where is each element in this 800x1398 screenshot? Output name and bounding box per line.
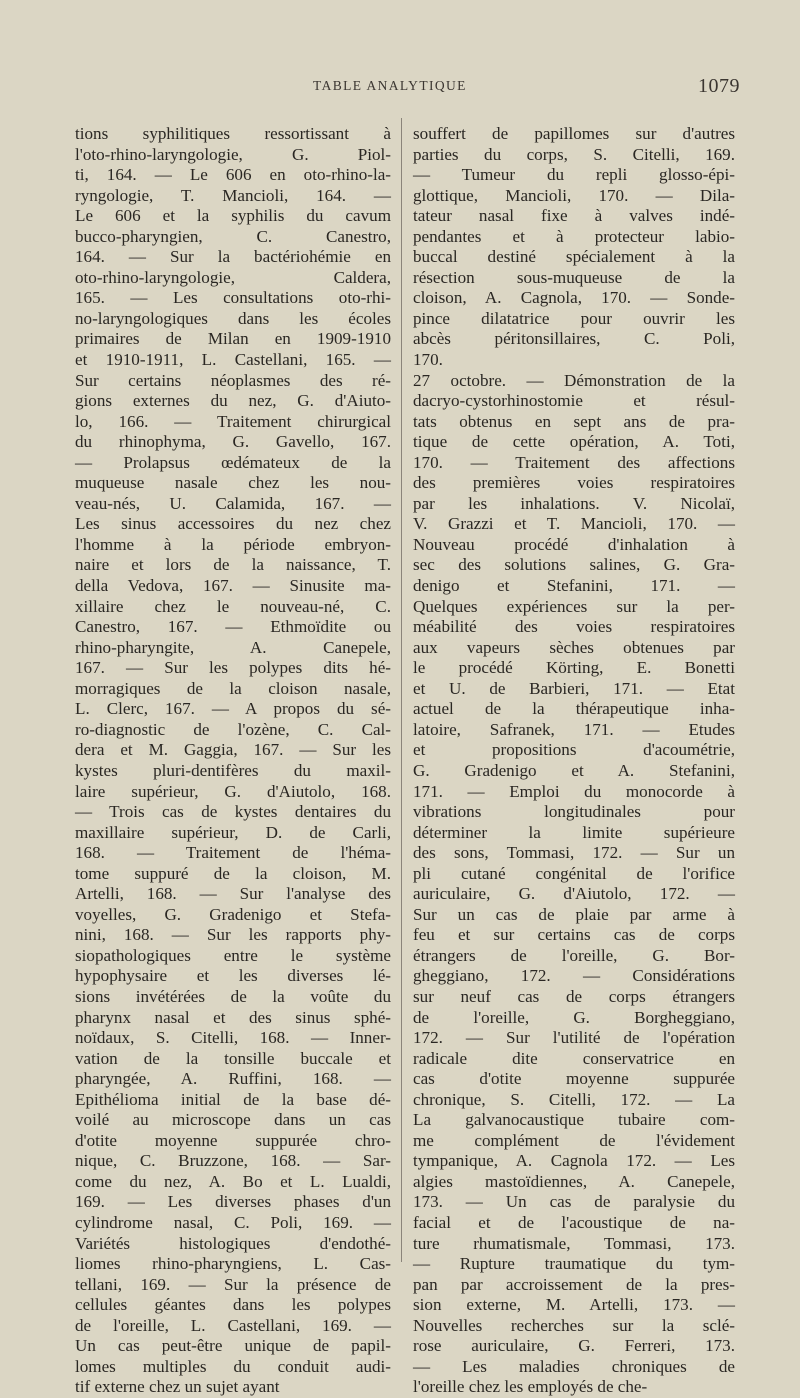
text-line: voyelles, G. Gradenigo et Stefa-	[75, 904, 391, 924]
text-line: radicale dite conservatrice en	[413, 1048, 735, 1068]
text-line: noïdaux, S. Citelli, 168. — Inner-	[75, 1028, 391, 1048]
text-line: auriculaire, G. d'Aiutolo, 172. —	[413, 884, 735, 904]
text-line: primaires de Milan en 1909-1910	[75, 329, 391, 349]
text-line: résection sous-muqueuse de la	[413, 267, 735, 287]
text-line: feu et sur certains cas de corps	[413, 925, 735, 945]
text-line: dera et M. Gaggia, 167. — Sur les	[75, 740, 391, 760]
text-line: — Prolapsus œdémateux de la	[75, 452, 391, 472]
text-line: La galvanocaustique tubaire com-	[413, 1110, 735, 1130]
text-line: cellules géantes dans les polypes	[75, 1295, 391, 1315]
text-line: rose auriculaire, G. Ferreri, 173.	[413, 1336, 735, 1356]
text-line: Les sinus accessoires du nez chez	[75, 514, 391, 534]
text-line: tif externe chez un sujet ayant	[75, 1377, 280, 1397]
text-line: tats obtenus en sept ans de pra-	[413, 411, 735, 431]
text-line: 172. — Sur l'utilité de l'opération	[413, 1028, 735, 1048]
text-line: chronique, S. Citelli, 172. — La	[413, 1089, 735, 1109]
text-line: et 1910-1911, L. Castellani, 165. —	[75, 350, 391, 370]
text-line: veau-nés, U. Calamida, 167. —	[75, 493, 391, 513]
text-line: siopathologiques entre le système	[75, 945, 391, 965]
text-line: pan par accroissement de la pres-	[413, 1274, 735, 1294]
text-line: tateur nasal fixe à valves indé-	[413, 206, 735, 226]
text-line: liomes rhino-pharyngiens, L. Cas-	[75, 1254, 391, 1274]
text-line: pharyngée, A. Ruffini, 168. —	[75, 1069, 391, 1089]
text-line: maxillaire supérieur, D. de Carli,	[75, 822, 391, 842]
text-line: actuel de la thérapeutique inha-	[413, 699, 735, 719]
text-line: des premières voies respiratoires	[413, 473, 735, 493]
text-line: vibrations longitudinales pour	[413, 802, 735, 822]
text-line: le procédé Körting, E. Bonetti	[413, 658, 735, 678]
text-line: Variétés histologiques d'endothé-	[75, 1233, 391, 1253]
text-line: voilé au microscope dans un cas	[75, 1110, 391, 1130]
text-line: L. Clerc, 167. — A propos du sé-	[75, 699, 391, 719]
text-line: — Les maladies chroniques de	[413, 1356, 735, 1376]
text-line: et propositions d'acoumétrie,	[413, 740, 735, 760]
text-line: nique, C. Bruzzone, 168. — Sar-	[75, 1151, 391, 1171]
text-line: G. Gradenigo et A. Stefanini,	[413, 760, 735, 780]
text-line: — Trois cas de kystes dentaires du	[75, 802, 391, 822]
text-line: naire et lors de la naissance, T.	[75, 555, 391, 575]
left-column	[75, 124, 391, 1398]
text-line: cylindrome nasal, C. Poli, 169. —	[75, 1212, 391, 1232]
text-line: 168. — Traitement de l'héma-	[75, 843, 391, 863]
text-line: nini, 168. — Sur les rapports phy-	[75, 925, 391, 945]
text-line: l'homme à la période embryon-	[75, 534, 391, 554]
text-line: l'oto-rhino-laryngologie, G. Piol-	[75, 144, 391, 164]
text-line: — Tumeur du repli glosso-épi-	[413, 165, 735, 185]
text-line: morragiques de la cloison nasale,	[75, 678, 391, 698]
text-line: algies mastoïdiennes, A. Canepele,	[413, 1171, 735, 1191]
text-line: l'oreille chez les employés de che-	[413, 1377, 648, 1397]
text-line: abcès péritonsillaires, C. Poli,	[413, 329, 735, 349]
text-line: Le 606 et la syphilis du cavum	[75, 206, 391, 226]
text-line: pli cutané congénital de l'orifice	[413, 863, 735, 883]
text-line: no-laryngologiques dans les écoles	[75, 308, 391, 328]
running-head-title: TABLE ANALYTIQUE	[313, 78, 467, 93]
text-line: de l'oreille, L. Castellani, 169. —	[75, 1315, 391, 1335]
text-line: glottique, Mancioli, 170. — Dila-	[413, 185, 735, 205]
text-line: 27 octobre. — Démonstration de la	[413, 370, 735, 390]
text-line: Quelques expériences sur la per-	[413, 596, 735, 616]
text-line: buccal destiné spécialement à la	[413, 247, 735, 267]
text-line: méabilité des voies respiratoires	[413, 617, 735, 637]
text-line: gions externes du nez, G. d'Aiuto-	[75, 391, 391, 411]
text-line: tique de cette opération, A. Toti,	[413, 432, 735, 452]
text-line: 173. — Un cas de paralysie du	[413, 1192, 735, 1212]
text-line: sions invétérées de la voûte du	[75, 986, 391, 1006]
text-line: tions syphilitiques ressortissant à	[75, 124, 391, 143]
text-line: xillaire chez le nouveau-né, C.	[75, 596, 391, 616]
text-line: ti, 164. — Le 606 en oto-rhino-la-	[75, 165, 391, 185]
text-line: Nouvelles recherches sur la sclé-	[413, 1315, 735, 1335]
text-line: ryngologie, T. Mancioli, 164. —	[75, 185, 391, 205]
text-line: della Vedova, 167. — Sinusite ma-	[75, 576, 391, 596]
text-line: sec des solutions salines, G. Gra-	[413, 555, 735, 575]
column-divider	[401, 118, 402, 1262]
text-line: bucco-pharyngien, C. Canestro,	[75, 226, 391, 246]
text-line: me complément de l'évidement	[413, 1130, 735, 1150]
text-line: muqueuse nasale chez les nou-	[75, 473, 391, 493]
running-head	[0, 75, 800, 102]
text-line: 167. — Sur les polypes dits hé-	[75, 658, 391, 678]
text-line: vation de la tonsille buccale et	[75, 1048, 391, 1068]
text-line: rhino-pharyngite, A. Canepele,	[75, 637, 391, 657]
text-line: par les inhalations. V. Nicolaï,	[413, 493, 735, 513]
text-line: — Rupture traumatique du tym-	[413, 1254, 735, 1274]
text-line: parties du corps, S. Citelli, 169.	[413, 144, 735, 164]
text-line: denigo et Stefanini, 171. —	[413, 576, 735, 596]
text-line: tome suppuré de la cloison, M.	[75, 863, 391, 883]
text-line: et U. de Barbieri, 171. — Etat	[413, 678, 735, 698]
text-line: étrangers de l'oreille, G. Bor-	[413, 945, 735, 965]
text-line: gheggiano, 172. — Considérations	[413, 966, 735, 986]
text-line: dacryo-cystorhinostomie et résul-	[413, 391, 735, 411]
right-column	[413, 124, 735, 1398]
text-line: pharynx nasal et des sinus sphé-	[75, 1007, 391, 1027]
text-line: de l'oreille, G. Borgheggiano,	[413, 1007, 735, 1027]
text-line: ture rhumatismale, Tommasi, 173.	[413, 1233, 735, 1253]
text-line: oto-rhino-laryngologie, Caldera,	[75, 267, 391, 287]
text-line: Epithélioma initial de la base dé-	[75, 1089, 391, 1109]
text-line: kystes pluri-dentifères du maxil-	[75, 760, 391, 780]
page-number: 1079	[698, 75, 740, 97]
text-line: 169. — Les diverses phases d'un	[75, 1192, 391, 1212]
text-line: Sur un cas de plaie par arme à	[413, 904, 735, 924]
text-line: pendantes et à protecteur labio-	[413, 226, 735, 246]
text-line: sion externe, M. Artelli, 173. —	[413, 1295, 735, 1315]
text-line: déterminer la limite supérieure	[413, 822, 735, 842]
text-line: 165. — Les consultations oto-rhi-	[75, 288, 391, 308]
text-line: 170.	[413, 350, 443, 370]
text-line: 164. — Sur la bactériohémie en	[75, 247, 391, 267]
text-line: souffert de papillomes sur d'autres	[413, 124, 735, 143]
text-line: ro-diagnostic de l'ozène, C. Cal-	[75, 719, 391, 739]
text-line: cas d'otite moyenne suppurée	[413, 1069, 735, 1089]
text-line: 170. — Traitement des affections	[413, 452, 735, 472]
text-line: du rhinophyma, G. Gavello, 167.	[75, 432, 391, 452]
text-line: laire supérieur, G. d'Aiutolo, 168.	[75, 781, 391, 801]
text-line: latoire, Safranek, 171. — Etudes	[413, 719, 735, 739]
text-line: des sons, Tommasi, 172. — Sur un	[413, 843, 735, 863]
text-line: hypophysaire et les diverses lé-	[75, 966, 391, 986]
text-line: facial et de l'acoustique de na-	[413, 1212, 735, 1232]
text-line: come du nez, A. Bo et L. Lualdi,	[75, 1171, 391, 1191]
text-line: lomes multiples du conduit audi-	[75, 1356, 391, 1376]
text-line: 171. — Emploi du monocorde à	[413, 781, 735, 801]
text-line: Un cas peut-être unique de papil-	[75, 1336, 391, 1356]
text-line: sur neuf cas de corps étrangers	[413, 986, 735, 1006]
text-line: pince dilatatrice pour ouvrir les	[413, 308, 735, 328]
text-line: d'otite moyenne suppurée chro-	[75, 1130, 391, 1150]
text-line: Artelli, 168. — Sur l'analyse des	[75, 884, 391, 904]
text-line: tympanique, A. Cagnola 172. — Les	[413, 1151, 735, 1171]
text-line: Canestro, 167. — Ethmoïdite ou	[75, 617, 391, 637]
text-line: aux vapeurs sèches obtenues par	[413, 637, 735, 657]
text-line: Nouveau procédé d'inhalation à	[413, 534, 735, 554]
text-line: cloison, A. Cagnola, 170. — Sonde-	[413, 288, 735, 308]
text-line: tellani, 169. — Sur la présence de	[75, 1274, 391, 1294]
text-line: Sur certains néoplasmes des ré-	[75, 370, 391, 390]
text-line: lo, 166. — Traitement chirurgical	[75, 411, 391, 431]
text-line: V. Grazzi et T. Mancioli, 170. —	[413, 514, 735, 534]
